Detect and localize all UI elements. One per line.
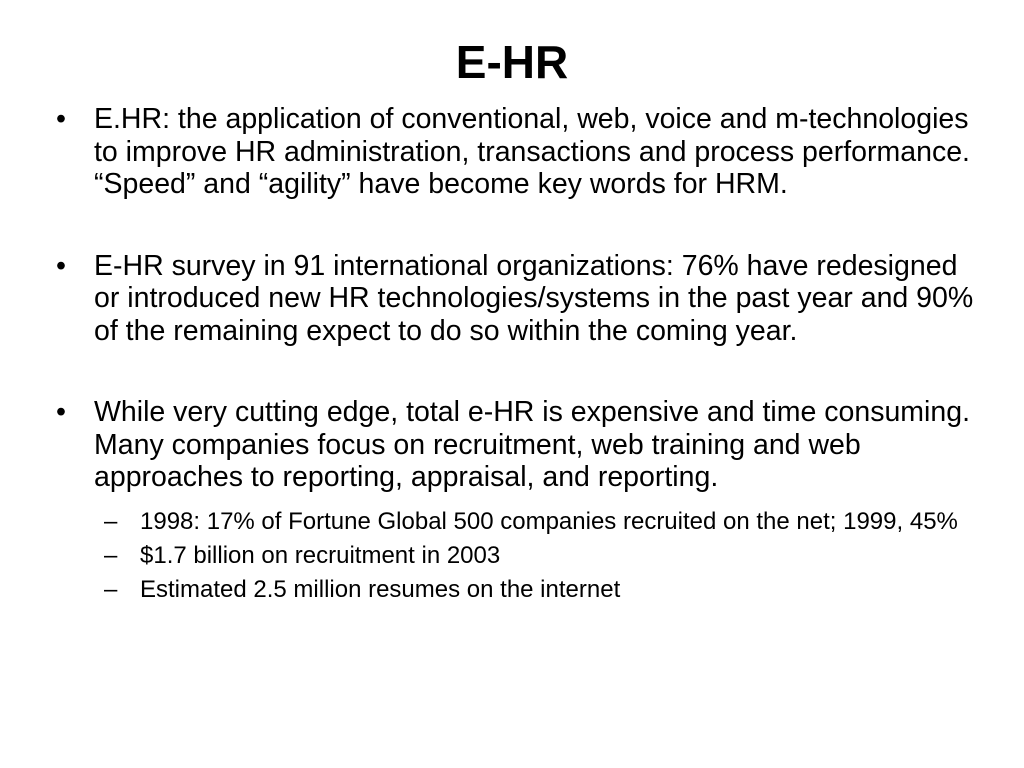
bullet-text: E-HR survey in 91 international organizations: 76% have redesigned or introduced new HR technologies/systems in the past year and 90% of the remaining expect to do so within the coming year. xyxy=(94,249,974,347)
bullet-marker: • xyxy=(56,103,66,135)
sub-bullet-text: 1998: 17% of Fortune Global 500 companies recruited on the net; 1999, 45% xyxy=(140,507,958,535)
sub-bullet-text: $1.7 billion on recruitment in 2003 xyxy=(140,541,501,569)
dash-marker: – xyxy=(104,541,118,569)
bullet-marker: • xyxy=(56,249,66,282)
bullet-item xyxy=(56,250,981,348)
bullet-marker: • xyxy=(56,396,66,428)
slide-body xyxy=(56,103,981,610)
bullet-item xyxy=(56,396,981,494)
sub-bullet-item xyxy=(104,576,981,604)
bullet-text: While very cutting edge, total e-HR is expensive and time consuming. Many companies focus on recruitment, web training and web approaches to reporting, appraisal, and reporting. xyxy=(94,396,970,493)
dash-marker: – xyxy=(104,507,118,535)
sub-bullet-item xyxy=(104,508,981,536)
sub-bullet-item xyxy=(104,542,981,570)
dash-marker: – xyxy=(104,575,118,603)
bullet-text: E.HR: the application of conventional, web, voice and m-technologies to improve HR administration, transactions and process performance. “Speed” and “agility” have become key words for HRM. xyxy=(94,103,970,200)
sub-bullet-text: Estimated 2.5 million resumes on the internet xyxy=(140,575,621,603)
bullet-item xyxy=(56,103,981,201)
slide-title: E-HR xyxy=(455,36,569,88)
sub-bullet-list xyxy=(56,508,981,604)
